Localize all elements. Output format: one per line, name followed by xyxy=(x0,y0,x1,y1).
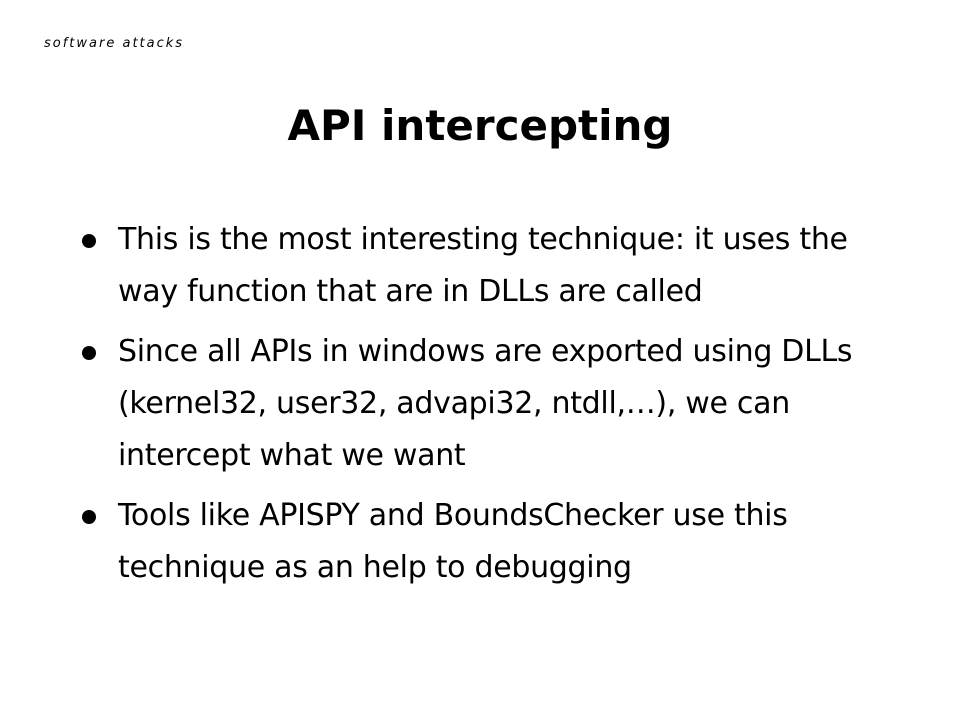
bullet-item xyxy=(82,214,882,318)
bullet-dot-icon xyxy=(82,346,96,360)
bullet-text: Tools like APISPY and BoundsChecker use this technique as an help to debugging xyxy=(118,498,788,585)
bullet-text: Since all APIs in windows are exported using DLLs (kernel32, user32, advapi32, ntdll,…), we can intercept what we want xyxy=(118,334,853,473)
bullet-item xyxy=(82,490,882,594)
slide-title: API intercepting xyxy=(287,101,673,150)
bullet-list xyxy=(82,214,882,602)
bullet-dot-icon xyxy=(82,234,96,248)
bullet-item xyxy=(82,326,882,482)
bullet-dot-icon xyxy=(82,510,96,524)
bullet-text: This is the most interesting technique: it uses the way function that are in DLLs are called xyxy=(118,222,848,309)
header-label: software attacks xyxy=(44,36,185,51)
